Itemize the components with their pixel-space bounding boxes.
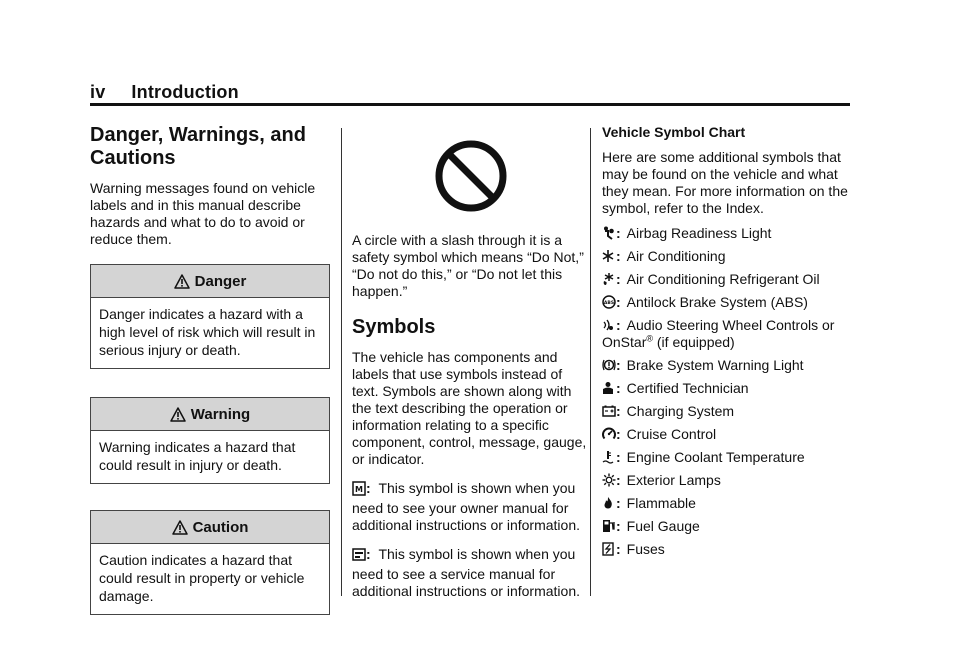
air-conditioning-icon [602,249,614,263]
header-rule [90,103,850,106]
fuse-icon [602,542,614,556]
danger-box [90,264,330,369]
owner-manual-icon [352,481,366,500]
warning-box-header [91,398,329,431]
symbol-row: : Air Conditioning [602,248,852,265]
symbol-row: : Charging System [602,403,852,420]
warning-triangle-icon [170,407,186,422]
symbols-description: The vehicle has components and labels that use symbols instead of text. Symbols are shown along with the text describing the operation or information relating to a specific component, control, message, gauge, or indicator. [352,349,587,467]
audio-steering-icon [602,318,614,332]
circle-slash-description: A circle with a slash through it is a safety symbol which means “Do Not,” “Do not do this,” or “Do not let this happen.” [352,232,584,299]
no-symbol-icon [352,138,590,214]
fuel-pump-icon [602,519,614,533]
symbols-heading: Symbols [352,316,436,338]
colon: : [366,546,371,562]
symbol-row: : Air Conditioning Refrigerant Oil [602,271,852,288]
warnings-heading: Danger, Warnings, and Cautions [90,124,306,169]
symbol-row: : Audio Steering Wheel Controls or OnStar® (if equipped) [602,317,835,350]
chart-intro: Here are some additional symbols that may be found on the vehicle and what they mean. For more information on the symbol, refer to the Index. [602,149,848,216]
warnings-intro: Warning messages found on vehicle labels and in this manual describe hazards and what to do to avoid or reduce them. [90,180,316,247]
caution-box [90,510,330,615]
cruise-icon [602,427,614,441]
abs-icon [602,295,614,309]
symbol-row: : Brake System Warning Light [602,357,852,374]
danger-text: Danger indicates a hazard with a high level of risk which will result in serious injury or death. [99,306,316,358]
symbol-row: : Certified Technician [602,380,852,397]
svg-text:M: M [355,485,363,494]
symbol-row: : Exterior Lamps [602,472,852,489]
warning-title: Warning [190,405,251,423]
battery-icon [602,404,614,418]
chart-heading: Vehicle Symbol Chart [602,124,746,140]
warning-triangle-icon [174,274,190,289]
coolant-temp-icon [602,450,614,464]
svg-text:ABS: ABS [603,301,615,306]
column-symbols [352,124,590,600]
colon: : [366,480,371,496]
danger-title: Danger [194,272,247,290]
service-manual-icon [352,547,366,566]
page-header [90,82,239,103]
symbol-row: : Engine Coolant Temperature [602,449,852,466]
caution-title: Caution [192,518,249,536]
symbol-row: : Fuel Gauge [602,518,852,535]
caution-text: Caution indicates a hazard that could result in property or vehicle damage. [99,552,305,604]
danger-box-header [91,265,329,298]
column-warnings [90,124,330,615]
symbol-row: ABS : Antilock Brake System (ABS) [603,294,808,310]
column-divider [341,128,342,596]
owner-manual-entry [352,480,590,534]
owner-manual-text: This symbol is shown when you need to see your owner manual for additional instructions or information. [352,480,581,533]
page-number: iv [90,82,106,102]
refrigerant-oil-icon [602,272,614,286]
warning-text: Warning indicates a hazard that could result in injury or death. [99,439,296,473]
warning-triangle-icon [172,520,188,535]
brake-warning-icon [602,358,614,372]
airbag-icon [602,226,614,240]
service-manual-text: This symbol is shown when you need to see a service manual for additional instructions or information. [352,546,581,599]
symbol-row: : Fuses [602,541,852,558]
service-manual-entry [352,546,590,600]
technician-icon [602,381,614,395]
exterior-lamp-icon [602,473,614,487]
caution-box-header [91,511,329,544]
symbol-row: : Flammable [602,495,852,512]
symbol-row: : Cruise Control [602,426,852,443]
symbol-row: : Airbag Readiness Light [602,225,852,242]
flame-icon [602,496,614,510]
section-title: Introduction [131,82,239,102]
column-symbol-chart [602,124,852,558]
column-divider [590,128,591,596]
warning-box [90,397,330,484]
